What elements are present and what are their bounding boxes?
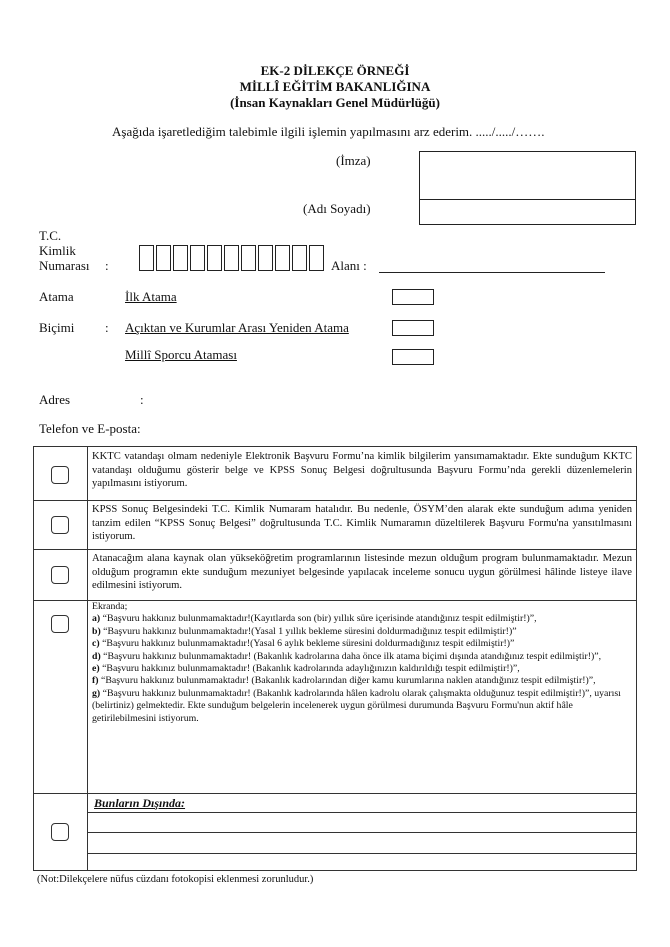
- bicimi-label: Biçimi: [39, 320, 75, 335]
- screen-option-f: f) “Başvuru hakkınız bulunmamaktadır! (Bakanlık kadrolarından diğer kamu kurumlarına naklen atandığınız tespit edilmiştir!)”,: [92, 675, 596, 687]
- row-2-checkbox[interactable]: [51, 516, 69, 534]
- row-1-checkbox[interactable]: [51, 466, 69, 484]
- signature-box[interactable]: [419, 151, 636, 201]
- bicimi-colon: :: [105, 320, 109, 335]
- row-2-text: KPSS Sonuç Belgesindeki T.C. Kimlik Numaram hatalıdır. Bu nedenle, ÖSYM’den alarak ekte sunduğum adıma yeniden tanzim edilen “KPSS Sonuç Belgesi” doğrultusunda T.C. Kimlik Numaramın düzeltilerek Başvuru Formu'na yansıtılmasını istiyorum.: [92, 504, 632, 543]
- tc-digit-box[interactable]: [275, 245, 290, 271]
- screen-option-d: d) “Başvuru hakkınız bulunmamaktadır! (Bakanlık kadrolarına daha önce ilk atama biçimi dışında atandığınız tespit edilmiştir!)”,: [92, 650, 602, 662]
- phone-email-label: Telefon ve E-posta:: [39, 421, 141, 436]
- atama-label: Atama: [39, 289, 74, 304]
- tc-colon: :: [105, 258, 109, 273]
- header-line-2: MİLLÎ EĞİTİM BAKANLIĞINA: [239, 79, 431, 94]
- screen-intro: Ekranda;: [92, 601, 128, 612]
- name-label: (Adı Soyadı): [303, 201, 371, 216]
- checkbox-reappointment[interactable]: [392, 320, 434, 336]
- header-line-3: (İnsan Kaynakları Genel Müdürlüğü): [230, 95, 440, 110]
- checkbox-athlete-appointment[interactable]: [392, 349, 434, 365]
- tc-digit-box[interactable]: [241, 245, 256, 271]
- tc-number-boxes[interactable]: [139, 245, 324, 271]
- header-line-1: EK-2 DİLEKÇE ÖRNEĞİ: [260, 63, 410, 78]
- checkbox-first-appointment[interactable]: [392, 289, 434, 305]
- row-3-checkbox[interactable]: [51, 566, 69, 584]
- option-reappointment: Açıktan ve Kurumlar Arası Yeniden Atama: [125, 320, 349, 335]
- tc-digit-box[interactable]: [156, 245, 171, 271]
- screen-option-e: e) “Başvuru hakkınız bulunmamaktadır! (Bakanlık kadrolarında adaylığınızın kaldırıldığı tespit edilmiştir!)”,: [92, 663, 520, 675]
- field-label: Alanı :: [331, 258, 367, 273]
- other-row-title: Bunların Dışında:: [94, 796, 186, 810]
- tc-digit-box[interactable]: [258, 245, 273, 271]
- row-3-text: Atanacağım alana kaynak olan yükseköğretim programlarının listesinde mezun olduğum program bulunmamaktadır. Mezun olduğum programın ekte sunduğum mezuniyet belgesinde yapılacak inceleme sonucu uygun görülmesi hâlinde listeye ilave edilmesini istiyorum.: [92, 553, 632, 592]
- tc-digit-box[interactable]: [190, 245, 205, 271]
- screen-warning-list: [92, 601, 638, 725]
- address-colon: :: [140, 392, 144, 407]
- screen-option-a: a) “Başvuru hakkınız bulunmamaktadır!(Kayıtlarda son (bir) yıllık süre içerisinde atandığınız tespit edilmiştir!)”,: [92, 613, 537, 625]
- row-1-text: KKTC vatandaşı olmam nedeniyle Elektronik Başvuru Formu’na kimlik bilgilerim yansımamaktadır. Ekte sunduğum KKTC vatandaşı olduğumu gösterir belge ve KPSS Sonuç Belgesi doğrultusunda Başvuru Formu’nda gerekli düzenlemelerin yapılmasını istiyorum.: [92, 451, 632, 490]
- signature-label: (İmza): [336, 153, 371, 168]
- tc-digit-box[interactable]: [309, 245, 324, 271]
- row-4-checkbox[interactable]: [51, 615, 69, 633]
- row-5-checkbox[interactable]: [51, 823, 69, 841]
- field-input-line[interactable]: [379, 258, 605, 273]
- option-athlete-appointment: Millî Sporcu Ataması: [125, 347, 237, 362]
- tc-label: T.C. Kimlik Numarası: [39, 228, 90, 273]
- tc-digit-box[interactable]: [207, 245, 222, 271]
- tc-digit-box[interactable]: [224, 245, 239, 271]
- tc-digit-box[interactable]: [139, 245, 154, 271]
- request-text: Aşağıda işaretlediğim talebimle ilgili işlemin yapılmasını arz ederim. ...../...../…….: [112, 124, 545, 139]
- screen-option-g: g) “Başvuru hakkınız bulunmamaktadır! (Bakanlık kadrolarında hâlen kadrolu olarak çalışmakta olduğunuz tespit edilmiştir!)”, uyarısı (belirtiniz) gelmektedir. Ekte sunduğum belgelerin incelenerek uygun görülmesi durumunda Başvuru Formu'nun aktif hâle getirilebilmesini istiyorum.: [92, 687, 621, 724]
- footer-note: (Not:Dilekçelere nüfus cüzdanı fotokopisi eklenmesi zorunludur.): [37, 874, 314, 885]
- tc-digit-box[interactable]: [173, 245, 188, 271]
- screen-option-c: c) “Başvuru hakkınız bulunmamaktadır!(Yasal 6 aylık bekleme süresini doldurmadığınız tespit edilmiştir!)”: [92, 638, 515, 650]
- name-box[interactable]: [419, 199, 636, 225]
- option-first-appointment: İlk Atama: [125, 289, 177, 304]
- other-row-input-area[interactable]: [88, 813, 636, 870]
- screen-option-b: b) “Başvuru hakkınız bulunmamaktadır!(Yasal 1 yıllık bekleme süresini doldurmadığınız tespit edilmiştir!)”: [92, 625, 517, 637]
- address-label: Adres: [39, 392, 71, 407]
- tc-digit-box[interactable]: [292, 245, 307, 271]
